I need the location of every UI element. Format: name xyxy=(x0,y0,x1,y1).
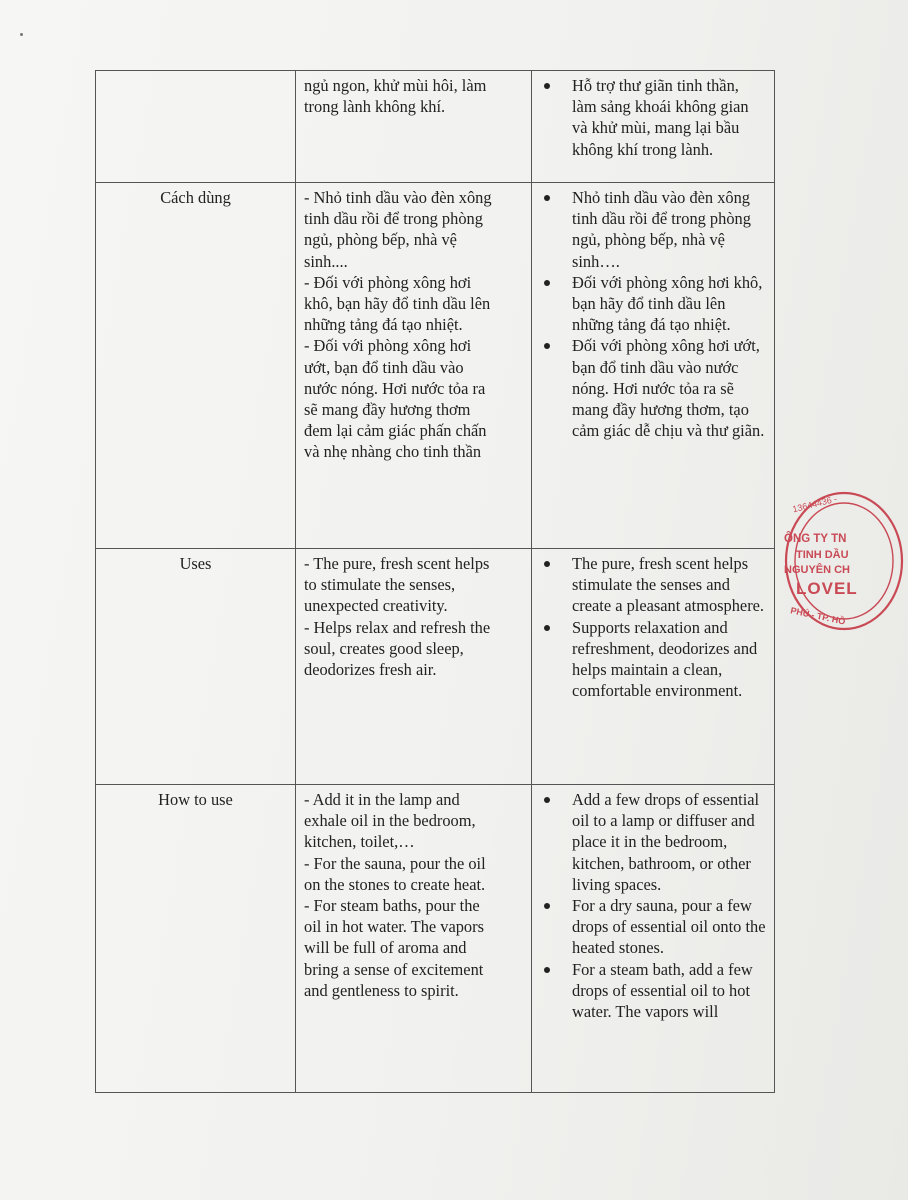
text-line: exhale oil in the bedroom, xyxy=(304,811,476,831)
text-line: ướt, bạn đổ tinh dầu vào xyxy=(304,357,464,377)
table-row xyxy=(96,785,775,1093)
text-line: - Nhỏ tinh dầu vào đèn xông xyxy=(304,188,492,207)
paper-speck xyxy=(20,33,23,36)
text-line: đem lại cảm giác phấn chấn xyxy=(304,421,487,441)
revised-text-cell xyxy=(532,183,775,549)
row-label-cell xyxy=(96,549,296,785)
product-info-table xyxy=(95,70,775,1093)
text-line: trong lành không khí. xyxy=(304,97,446,117)
bullet-item: Nhỏ tinh dầu vào đèn xông tinh dầu rồi để trong phòng ngủ, phòng bếp, nhà vệ sinh…. xyxy=(540,187,766,272)
text-line: ngủ, phòng bếp, nhà vệ xyxy=(304,230,457,250)
text-line: bring a sense of excitement xyxy=(304,959,484,979)
stamp-line-company: ÔNG TY TN xyxy=(784,533,847,545)
stamp-line-origin: NGUYÊN CH xyxy=(784,564,851,576)
bullet-item: The pure, fresh scent helps stimulate the senses and create a pleasant atmosphere. xyxy=(540,553,766,617)
table-row xyxy=(96,183,775,549)
text-line: tinh dầu rồi để trong phòng xyxy=(304,209,483,229)
original-text-cell xyxy=(296,183,532,549)
row-label-cell xyxy=(96,785,296,1093)
text-line: - Đối với phòng xông hơi xyxy=(304,272,472,292)
original-text-cell xyxy=(296,549,532,785)
row-label-cell xyxy=(96,71,296,183)
text-line: - Helps relax and refresh the xyxy=(304,617,491,637)
text-line: deodorizes fresh air. xyxy=(304,660,437,680)
bullet-item: Đối với phòng xông hơi khô, bạn hãy đổ tinh dầu lên những tảng đá tạo nhiệt. xyxy=(540,272,766,336)
stamp-number: 13644436 - xyxy=(791,493,839,515)
text-line: và nhẹ nhàng cho tinh thần xyxy=(304,442,482,462)
text-line: những tảng đá tạo nhiệt. xyxy=(304,315,463,335)
bullet-list xyxy=(540,75,766,160)
bullet-item: Add a few drops of essential oil to a lamp or diffuser and place it in the bedroom, kitchen, bathroom, or other living spaces. xyxy=(540,789,766,895)
original-text-cell xyxy=(296,71,532,183)
revised-text-cell xyxy=(532,785,775,1093)
bullet-item: For a steam bath, add a few drops of essential oil to hot water. The vapors will xyxy=(540,959,766,1023)
text-line: oil in hot water. The vapors xyxy=(304,917,484,937)
text-line: - For the sauna, pour the oil xyxy=(304,853,486,873)
bullet-list xyxy=(540,553,766,701)
bullet-item: For a dry sauna, pour a few drops of essential oil onto the heated stones. xyxy=(540,895,766,959)
text-line: ngủ ngon, khử mùi hôi, làm xyxy=(304,76,487,95)
bullet-item: Đối với phòng xông hơi ướt, bạn đổ tinh dầu vào nước nóng. Hơi nước tỏa ra sẽ mang đầy hương thơm, tạo cảm giác dễ chịu và thư giãn. xyxy=(540,335,766,441)
text-line: soul, creates good sleep, xyxy=(304,638,464,658)
bullet-item: Hỗ trợ thư giãn tinh thần, làm sảng khoái không gian và khử mùi, mang lại bầu không khí trong lành. xyxy=(540,75,766,160)
text-line: nước nóng. Hơi nước tỏa ra xyxy=(304,378,486,398)
text-line: khô, bạn hãy đổ tinh dầu lên xyxy=(304,294,491,314)
text-line: - Đối với phòng xông hơi xyxy=(304,336,472,356)
bullet-list xyxy=(540,789,766,1022)
bullet-list xyxy=(540,187,766,441)
row-label: Cách dùng xyxy=(160,188,231,207)
stamp-line-product: TINH DẦU xyxy=(796,549,849,561)
row-label-cell xyxy=(96,183,296,549)
table-row xyxy=(96,549,775,785)
table-row xyxy=(96,71,775,183)
row-label: Uses xyxy=(179,554,212,573)
text-line: will be full of aroma and xyxy=(304,938,467,958)
text-line: sẽ mang đầy hương thơm xyxy=(304,400,471,420)
text-line: - The pure, fresh scent helps xyxy=(304,554,490,573)
revised-text-cell xyxy=(532,549,775,785)
stamp-line-location: PHÚ - TP. HỒ xyxy=(789,605,847,627)
text-line: - Add it in the lamp and xyxy=(304,790,460,809)
original-text-cell xyxy=(296,785,532,1093)
text-line: - For steam baths, pour the xyxy=(304,896,480,916)
revised-text-cell xyxy=(532,71,775,183)
company-stamp xyxy=(778,487,908,637)
row-label: How to use xyxy=(158,790,233,809)
stamp-line-brand: LOVEL xyxy=(796,579,858,598)
text-line: and gentleness to spirit. xyxy=(304,980,459,1000)
text-line: on the stones to create heat. xyxy=(304,874,486,894)
text-line: to stimulate the senses, xyxy=(304,575,456,595)
text-line: sinh.... xyxy=(304,251,348,271)
bullet-item: Supports relaxation and refreshment, deodorizes and helps maintain a clean, comfortable environment. xyxy=(540,617,766,702)
text-line: unexpected creativity. xyxy=(304,596,448,616)
text-line: kitchen, toilet,… xyxy=(304,832,415,852)
